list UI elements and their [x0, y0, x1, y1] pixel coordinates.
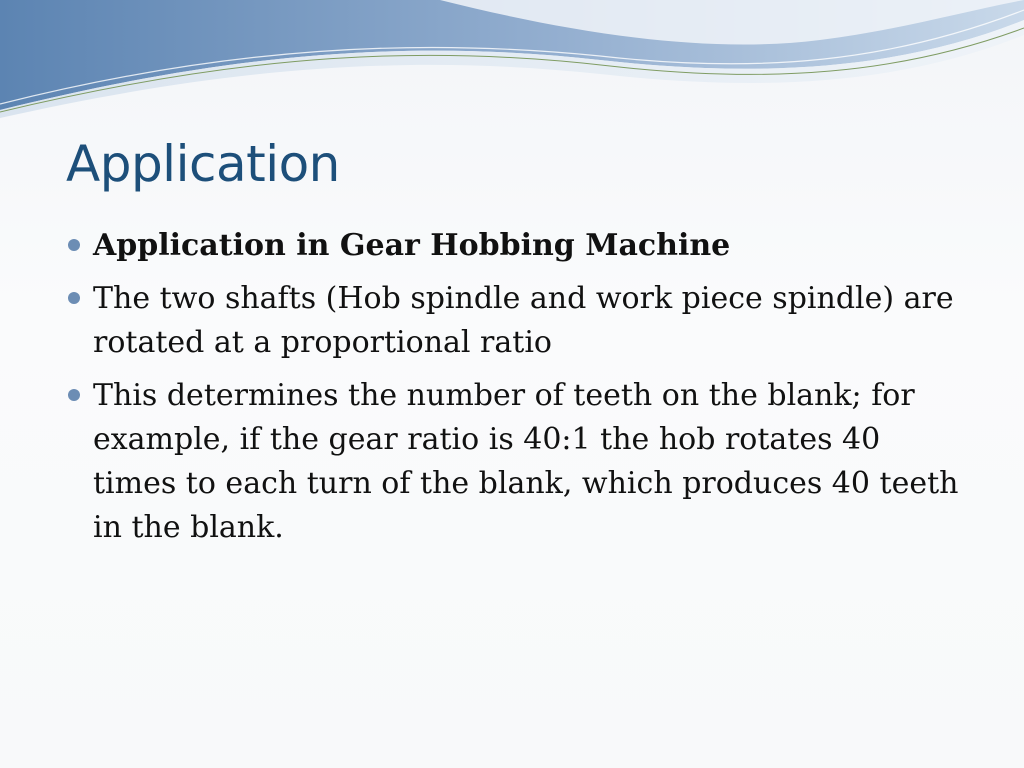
bullet-dot-icon	[68, 239, 80, 251]
bullet-item	[66, 224, 966, 268]
bullet-list	[66, 224, 966, 559]
bullet-text: Application in Gear Hobbing Machine	[93, 228, 731, 263]
bullet-dot-icon	[68, 389, 80, 401]
bullet-text: This determines the number of teeth on the blank; for example, if the gear ratio is 40:1 the hob rotates 40 times to each turn of the blank, which produces 40 teeth in the blank.	[93, 378, 959, 545]
bullet-item	[66, 374, 966, 550]
slide-title: Application	[66, 135, 340, 193]
bullet-dot-icon	[68, 292, 80, 304]
bullet-text: The two shafts (Hob spindle and work piece spindle) are rotated at a proportional ratio	[93, 281, 954, 360]
bullet-item	[66, 277, 966, 365]
header-wave-decoration	[0, 0, 1024, 130]
